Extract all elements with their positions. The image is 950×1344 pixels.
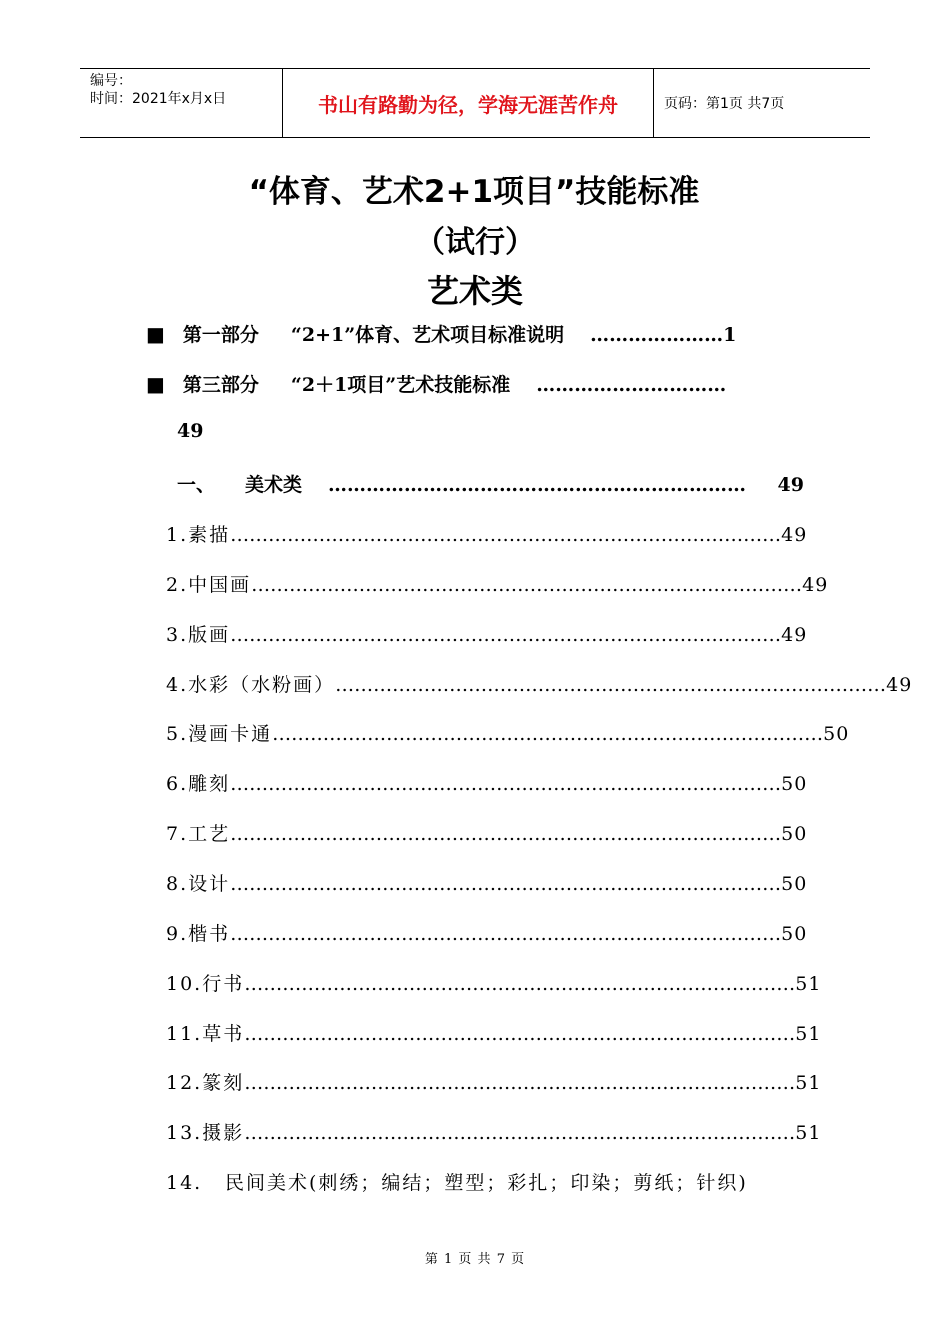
- toc-item[interactable]: [166, 769, 808, 796]
- toc-item-number: 6.: [166, 773, 189, 796]
- toc-leader: ……………………………………………………………………………: [244, 972, 796, 995]
- toc-leader: ……………………………………………………………………………: [230, 524, 782, 546]
- toc-page-number: 50: [781, 773, 808, 796]
- page-footer: 第 1 页 共 7 页: [424, 1252, 526, 1267]
- toc-leader: ……………………………………………………………………………: [230, 773, 782, 796]
- toc-item[interactable]: [166, 670, 913, 697]
- toc-item-number: 4.: [166, 673, 189, 696]
- toc-page-number: 51: [795, 1022, 822, 1045]
- doc-title: “体育、艺术2+1项目”技能标准: [248, 174, 700, 210]
- toc-item-text: 雕刻: [188, 773, 231, 796]
- toc-item-text: 中国画: [188, 573, 252, 596]
- square-bullet-icon: ■: [146, 372, 165, 396]
- toc-leader: …………………………: [536, 374, 727, 396]
- toc-leader: ……………………………………………………………………………: [251, 573, 803, 596]
- toc-item[interactable]: [166, 1168, 804, 1195]
- toc-item[interactable]: [166, 1019, 822, 1046]
- toc-item[interactable]: [166, 969, 822, 996]
- toc-item-number: 2.: [166, 573, 189, 596]
- toc-entry-part3-page: [177, 420, 203, 442]
- time-label: 时间：2021年x月x日: [90, 91, 227, 107]
- toc-page-number: 50: [823, 723, 850, 746]
- header-page-info: 页码：第1页 共7页: [664, 96, 785, 112]
- toc-part-label: 第三部分: [182, 374, 259, 396]
- toc-page-number: 49: [777, 474, 804, 496]
- toc-leader: ……………………………………………………………………………: [230, 872, 782, 895]
- toc-item-number: 1.: [166, 524, 189, 546]
- toc-leader: ……………………………………………………………………………: [230, 823, 782, 846]
- toc-leader: ……………………………………………………………………………: [244, 1022, 796, 1045]
- toc-page-number: 49: [781, 524, 808, 546]
- toc-item-text: 行书: [202, 972, 245, 995]
- toc-item[interactable]: [166, 819, 808, 846]
- toc-item-number: 10.: [166, 972, 203, 995]
- toc-item-number: 12.: [166, 1072, 203, 1095]
- toc-page-number: 51: [795, 1122, 822, 1145]
- toc-item-text: 版画: [188, 623, 231, 646]
- toc-item-text: 素描: [188, 524, 231, 546]
- toc-page-number: 50: [781, 922, 808, 945]
- header-meta: [80, 69, 282, 137]
- toc-leader: …………………: [590, 324, 724, 346]
- serial-label: 编号：: [90, 73, 132, 89]
- toc-part-label: 第一部分: [182, 324, 259, 346]
- toc-leader: …………………………………………………………: [328, 474, 747, 496]
- toc-page-number: 49: [781, 623, 808, 646]
- toc-part-text: “2+1”体育、艺术项目标准说明: [290, 324, 565, 346]
- toc-item-number: 3.: [166, 623, 189, 646]
- toc-leader: ……………………………………………………………………………: [230, 623, 782, 646]
- toc-page-number: 51: [795, 972, 822, 995]
- toc-entry-section-fine-arts[interactable]: [177, 470, 804, 497]
- toc-item-number: 5.: [166, 723, 189, 746]
- toc-leader: ……………………………………………………………………………: [272, 723, 824, 746]
- toc-item[interactable]: [166, 1068, 822, 1095]
- toc-item-text: 工艺: [188, 823, 231, 846]
- toc-page-number: 1: [723, 324, 737, 346]
- toc-page-number: 50: [781, 872, 808, 895]
- toc-item[interactable]: [166, 869, 808, 896]
- toc-entry-part3[interactable]: [146, 370, 806, 397]
- toc-item-text: 水彩（水粉画）: [188, 673, 336, 696]
- toc-item-text: 漫画卡通: [188, 723, 273, 746]
- toc-item[interactable]: [166, 620, 808, 647]
- toc-item-text: 篆刻: [202, 1072, 245, 1095]
- toc-item-number: 14.: [166, 1172, 203, 1195]
- toc-page-number: 49: [177, 420, 204, 442]
- toc-page-number: 51: [795, 1072, 822, 1095]
- toc-item-text: 草书: [202, 1022, 245, 1045]
- toc-item-number: 13.: [166, 1122, 203, 1145]
- toc-item-text: 民间美术(刺绣；编结；塑型；彩扎；印染；剪纸；针织): [225, 1172, 748, 1195]
- toc-part-text: “2＋1项目”艺术技能标准: [290, 374, 511, 396]
- doc-subtitle-category: 艺术类: [426, 272, 523, 310]
- toc-item[interactable]: [166, 919, 808, 946]
- toc-item[interactable]: [166, 719, 850, 746]
- toc-section-number: 一、: [177, 474, 216, 496]
- toc-leader: ……………………………………………………………………………: [230, 922, 782, 945]
- toc-leader: ……………………………………………………………………………: [335, 673, 887, 696]
- toc-entry-part1[interactable]: [146, 320, 806, 347]
- toc-item-number: 9.: [166, 922, 189, 945]
- toc-item[interactable]: [166, 520, 808, 547]
- toc-item-number: 8.: [166, 872, 189, 895]
- toc-page-number: 49: [886, 673, 913, 696]
- toc-page-number: 49: [802, 573, 829, 596]
- toc-leader: ……………………………………………………………………………: [244, 1072, 796, 1095]
- toc-item-number: 7.: [166, 823, 189, 846]
- page-header: [80, 68, 870, 138]
- toc-item-text: 设计: [188, 872, 231, 895]
- toc-page-number: 50: [781, 823, 808, 846]
- doc-subtitle-trial: （试行）: [415, 225, 535, 260]
- toc-section-text: 美术类: [245, 474, 303, 496]
- toc-item-number: 11.: [166, 1022, 203, 1045]
- square-bullet-icon: ■: [146, 322, 165, 346]
- toc-item[interactable]: [166, 1118, 822, 1145]
- toc-item-text: 摄影: [202, 1122, 245, 1145]
- header-motto: 书山有路勤为径，学海无涯苦作舟: [282, 69, 654, 137]
- toc-item-text: 楷书: [188, 922, 231, 945]
- toc-leader: ……………………………………………………………………………: [244, 1122, 796, 1145]
- toc-item[interactable]: [166, 570, 829, 597]
